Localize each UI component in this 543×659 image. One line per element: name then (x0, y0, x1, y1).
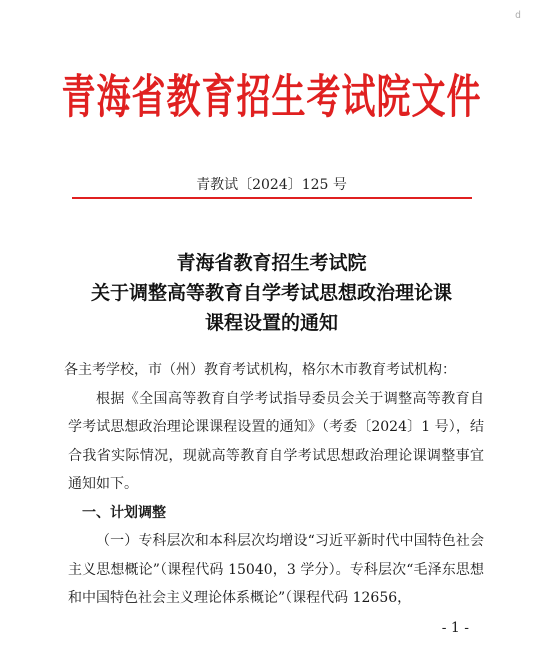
title-line-3: 课程设置的通知 (204, 312, 338, 334)
document-number: 青教试〔2024〕125 号 (196, 177, 347, 193)
notice-title (0, 248, 543, 338)
notice-body (64, 356, 484, 613)
paragraph-intro: 根据《全国高等教育自学考试指导委员会关于调整高等教育自学考试思想政治理论课课程设置的通知》（考委〔2024〕1 号），结合我省实际情况，现就高等教育自学考试思想政治理论课调整事宜通知如下。 (68, 390, 484, 492)
title-line-1: 青海省教育招生考试院 (176, 252, 367, 274)
corner-mark: d (514, 10, 521, 21)
red-divider (72, 197, 472, 199)
page-number: - 1 - (441, 620, 469, 636)
section-heading: 一、计划调整 (82, 504, 166, 521)
paragraph-plan: （一）专科层次和本科层次均增设“习近平新时代中国特色社会主义思想概论”（课程代码 15040，3 学分）。专科层次“毛泽东思想和中国特色社会主义理论体系概论”（课程代码 12656， (68, 533, 484, 606)
document-header: 青海省教育招生考试院文件 (61, 70, 482, 125)
title-line-2: 关于调整高等教育自学考试思想政治理论课 (90, 282, 452, 304)
addressee: 各主考学校，市（州）教育考试机构，格尔木市教育考试机构： (64, 362, 456, 378)
